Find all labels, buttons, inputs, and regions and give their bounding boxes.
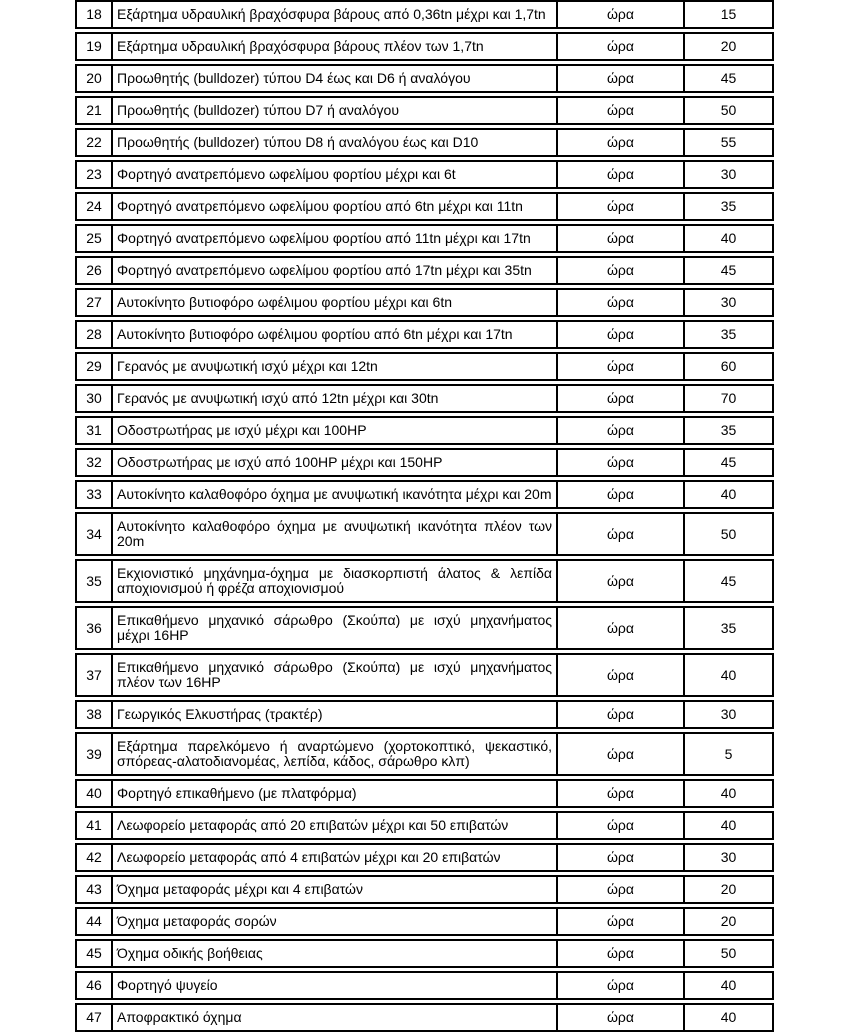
table-row bbox=[75, 288, 774, 317]
table-row bbox=[75, 32, 774, 61]
description-cell: Επικαθήμενο μηχανικό σάρωθρο (Σκούπα) με ισχύ μηχανήματος πλέον των 16HP bbox=[111, 653, 556, 697]
table-row bbox=[75, 320, 774, 349]
unit-cell: ώρα bbox=[556, 160, 683, 189]
unit-cell: ώρα bbox=[556, 939, 683, 968]
unit-cell: ώρα bbox=[556, 256, 683, 285]
equipment-rate-table bbox=[75, 0, 774, 1035]
description-cell: Φορτηγό ανατρεπόμενο ωφελίμου φορτίου από 17tn μέχρι και 35tn bbox=[111, 256, 556, 285]
unit-cell: ώρα bbox=[556, 811, 683, 840]
description-cell: Εξάρτημα υδραυλική βραχόσφυρα βάρους από 0,36tn μέχρι και 1,7tn bbox=[111, 0, 556, 29]
hours-cell: 40 bbox=[683, 1003, 774, 1032]
table-row bbox=[75, 875, 774, 904]
hours-cell: 35 bbox=[683, 606, 774, 650]
row-number-cell: 25 bbox=[75, 224, 111, 253]
row-number-cell: 39 bbox=[75, 732, 111, 776]
row-number-cell: 29 bbox=[75, 352, 111, 381]
hours-cell: 50 bbox=[683, 512, 774, 556]
table-row bbox=[75, 160, 774, 189]
description-cell: Όχημα οδικής βοήθειας bbox=[111, 939, 556, 968]
unit-cell: ώρα bbox=[556, 32, 683, 61]
table-row bbox=[75, 416, 774, 445]
hours-cell: 30 bbox=[683, 288, 774, 317]
row-number-cell: 21 bbox=[75, 96, 111, 125]
row-number-cell: 33 bbox=[75, 480, 111, 509]
row-number-cell: 36 bbox=[75, 606, 111, 650]
table-row bbox=[75, 192, 774, 221]
table-row bbox=[75, 448, 774, 477]
unit-cell: ώρα bbox=[556, 843, 683, 872]
description-cell: Λεωφορείο μεταφοράς από 20 επιβατών μέχρι και 50 επιβατών bbox=[111, 811, 556, 840]
hours-cell: 15 bbox=[683, 0, 774, 29]
description-cell: Φορτηγό ανατρεπόμενο ωφελίμου φορτίου από 6tn μέχρι και 11tn bbox=[111, 192, 556, 221]
row-number-cell: 45 bbox=[75, 939, 111, 968]
description-cell: Επικαθήμενο μηχανικό σάρωθρο (Σκούπα) με ισχύ μηχανήματος μέχρι 16HP bbox=[111, 606, 556, 650]
table-row bbox=[75, 512, 774, 556]
table-body bbox=[75, 0, 774, 1032]
unit-cell: ώρα bbox=[556, 416, 683, 445]
unit-cell: ώρα bbox=[556, 320, 683, 349]
row-number-cell: 20 bbox=[75, 64, 111, 93]
description-cell: Εκχιονιστικό μηχάνημα-όχημα με διασκορπιστή άλατος & λεπίδα αποχιονισμού ή φρέζα αποχιονισμού bbox=[111, 559, 556, 603]
hours-cell: 40 bbox=[683, 779, 774, 808]
hours-cell: 40 bbox=[683, 653, 774, 697]
description-cell: Φορτηγό ανατρεπόμενο ωφελίμου φορτίου από 11tn μέχρι και 17tn bbox=[111, 224, 556, 253]
table-row bbox=[75, 606, 774, 650]
table-row bbox=[75, 971, 774, 1000]
description-cell: Φορτηγό ψυγείο bbox=[111, 971, 556, 1000]
hours-cell: 30 bbox=[683, 700, 774, 729]
unit-cell: ώρα bbox=[556, 0, 683, 29]
unit-cell: ώρα bbox=[556, 96, 683, 125]
description-cell: Οδοστρωτήρας με ισχύ από 100HP μέχρι και 150HP bbox=[111, 448, 556, 477]
row-number-cell: 38 bbox=[75, 700, 111, 729]
hours-cell: 35 bbox=[683, 192, 774, 221]
unit-cell: ώρα bbox=[556, 653, 683, 697]
table-row bbox=[75, 480, 774, 509]
hours-cell: 55 bbox=[683, 128, 774, 157]
unit-cell: ώρα bbox=[556, 732, 683, 776]
row-number-cell: 30 bbox=[75, 384, 111, 413]
table-row bbox=[75, 939, 774, 968]
row-number-cell: 37 bbox=[75, 653, 111, 697]
row-number-cell: 26 bbox=[75, 256, 111, 285]
row-number-cell: 23 bbox=[75, 160, 111, 189]
description-cell: Αυτοκίνητο καλαθοφόρο όχημα με ανυψωτική ικανότητα πλέον των 20m bbox=[111, 512, 556, 556]
unit-cell: ώρα bbox=[556, 480, 683, 509]
hours-cell: 40 bbox=[683, 811, 774, 840]
description-cell: Αυτοκίνητο καλαθοφόρο όχημα με ανυψωτική ικανότητα μέχρι και 20m bbox=[111, 480, 556, 509]
description-cell: Αποφρακτικό όχημα bbox=[111, 1003, 556, 1032]
description-cell: Προωθητής (bulldozer) τύπου D8 ή αναλόγου έως και D10 bbox=[111, 128, 556, 157]
unit-cell: ώρα bbox=[556, 700, 683, 729]
row-number-cell: 27 bbox=[75, 288, 111, 317]
hours-cell: 30 bbox=[683, 160, 774, 189]
table-row bbox=[75, 811, 774, 840]
row-number-cell: 40 bbox=[75, 779, 111, 808]
hours-cell: 30 bbox=[683, 843, 774, 872]
hours-cell: 45 bbox=[683, 64, 774, 93]
unit-cell: ώρα bbox=[556, 192, 683, 221]
row-number-cell: 22 bbox=[75, 128, 111, 157]
table-row bbox=[75, 256, 774, 285]
hours-cell: 50 bbox=[683, 939, 774, 968]
hours-cell: 40 bbox=[683, 480, 774, 509]
row-number-cell: 24 bbox=[75, 192, 111, 221]
hours-cell: 50 bbox=[683, 96, 774, 125]
table-row bbox=[75, 732, 774, 776]
unit-cell: ώρα bbox=[556, 512, 683, 556]
row-number-cell: 28 bbox=[75, 320, 111, 349]
description-cell: Γερανός με ανυψωτική ισχύ μέχρι και 12tn bbox=[111, 352, 556, 381]
hours-cell: 70 bbox=[683, 384, 774, 413]
table-row bbox=[75, 1003, 774, 1032]
unit-cell: ώρα bbox=[556, 875, 683, 904]
row-number-cell: 41 bbox=[75, 811, 111, 840]
unit-cell: ώρα bbox=[556, 448, 683, 477]
hours-cell: 20 bbox=[683, 907, 774, 936]
table-row bbox=[75, 843, 774, 872]
unit-cell: ώρα bbox=[556, 559, 683, 603]
table-row bbox=[75, 384, 774, 413]
description-cell: Αυτοκίνητο βυτιοφόρο ωφέλιμου φορτίου από 6tn μέχρι και 17tn bbox=[111, 320, 556, 349]
hours-cell: 45 bbox=[683, 256, 774, 285]
unit-cell: ώρα bbox=[556, 384, 683, 413]
description-cell: Γεωργικός Ελκυστήρας (τρακτέρ) bbox=[111, 700, 556, 729]
hours-cell: 40 bbox=[683, 971, 774, 1000]
table-row bbox=[75, 653, 774, 697]
hours-cell: 45 bbox=[683, 448, 774, 477]
description-cell: Λεωφορείο μεταφοράς από 4 επιβατών μέχρι και 20 επιβατών bbox=[111, 843, 556, 872]
hours-cell: 5 bbox=[683, 732, 774, 776]
table-row bbox=[75, 700, 774, 729]
row-number-cell: 35 bbox=[75, 559, 111, 603]
unit-cell: ώρα bbox=[556, 1003, 683, 1032]
unit-cell: ώρα bbox=[556, 288, 683, 317]
hours-cell: 45 bbox=[683, 559, 774, 603]
row-number-cell: 32 bbox=[75, 448, 111, 477]
description-cell: Αυτοκίνητο βυτιοφόρο ωφέλιμου φορτίου μέχρι και 6tn bbox=[111, 288, 556, 317]
unit-cell: ώρα bbox=[556, 971, 683, 1000]
row-number-cell: 46 bbox=[75, 971, 111, 1000]
table-row bbox=[75, 128, 774, 157]
hours-cell: 35 bbox=[683, 416, 774, 445]
row-number-cell: 18 bbox=[75, 0, 111, 29]
table-row bbox=[75, 0, 774, 29]
unit-cell: ώρα bbox=[556, 907, 683, 936]
row-number-cell: 47 bbox=[75, 1003, 111, 1032]
table-row bbox=[75, 64, 774, 93]
hours-cell: 20 bbox=[683, 32, 774, 61]
row-number-cell: 43 bbox=[75, 875, 111, 904]
hours-cell: 35 bbox=[683, 320, 774, 349]
table-row bbox=[75, 907, 774, 936]
row-number-cell: 34 bbox=[75, 512, 111, 556]
table-row bbox=[75, 224, 774, 253]
description-cell: Γερανός με ανυψωτική ισχύ από 12tn μέχρι και 30tn bbox=[111, 384, 556, 413]
unit-cell: ώρα bbox=[556, 224, 683, 253]
table-row bbox=[75, 352, 774, 381]
description-cell: Φορτηγό ανατρεπόμενο ωφελίμου φορτίου μέχρι και 6t bbox=[111, 160, 556, 189]
table-row bbox=[75, 779, 774, 808]
row-number-cell: 31 bbox=[75, 416, 111, 445]
table-row bbox=[75, 559, 774, 603]
unit-cell: ώρα bbox=[556, 779, 683, 808]
unit-cell: ώρα bbox=[556, 64, 683, 93]
description-cell: Όχημα μεταφοράς μέχρι και 4 επιβατών bbox=[111, 875, 556, 904]
row-number-cell: 44 bbox=[75, 907, 111, 936]
unit-cell: ώρα bbox=[556, 606, 683, 650]
description-cell: Εξάρτημα παρελκόμενο ή αναρτώμενο (χορτοκοπτικό, ψεκαστικό, σπόρεας-αλατοδιανομέας, λεπίδα, κάδος, σάρωθρο κλπ) bbox=[111, 732, 556, 776]
hours-cell: 40 bbox=[683, 224, 774, 253]
unit-cell: ώρα bbox=[556, 128, 683, 157]
unit-cell: ώρα bbox=[556, 352, 683, 381]
hours-cell: 60 bbox=[683, 352, 774, 381]
description-cell: Οδοστρωτήρας με ισχύ μέχρι και 100HP bbox=[111, 416, 556, 445]
description-cell: Εξάρτημα υδραυλική βραχόσφυρα βάρους πλέον των 1,7tn bbox=[111, 32, 556, 61]
description-cell: Προωθητής (bulldozer) τύπου D7 ή αναλόγου bbox=[111, 96, 556, 125]
description-cell: Φορτηγό επικαθήμενο (με πλατφόρμα) bbox=[111, 779, 556, 808]
row-number-cell: 19 bbox=[75, 32, 111, 61]
row-number-cell: 42 bbox=[75, 843, 111, 872]
description-cell: Όχημα μεταφοράς σορών bbox=[111, 907, 556, 936]
description-cell: Προωθητής (bulldozer) τύπου D4 έως και D6 ή αναλόγου bbox=[111, 64, 556, 93]
table-row bbox=[75, 96, 774, 125]
hours-cell: 20 bbox=[683, 875, 774, 904]
